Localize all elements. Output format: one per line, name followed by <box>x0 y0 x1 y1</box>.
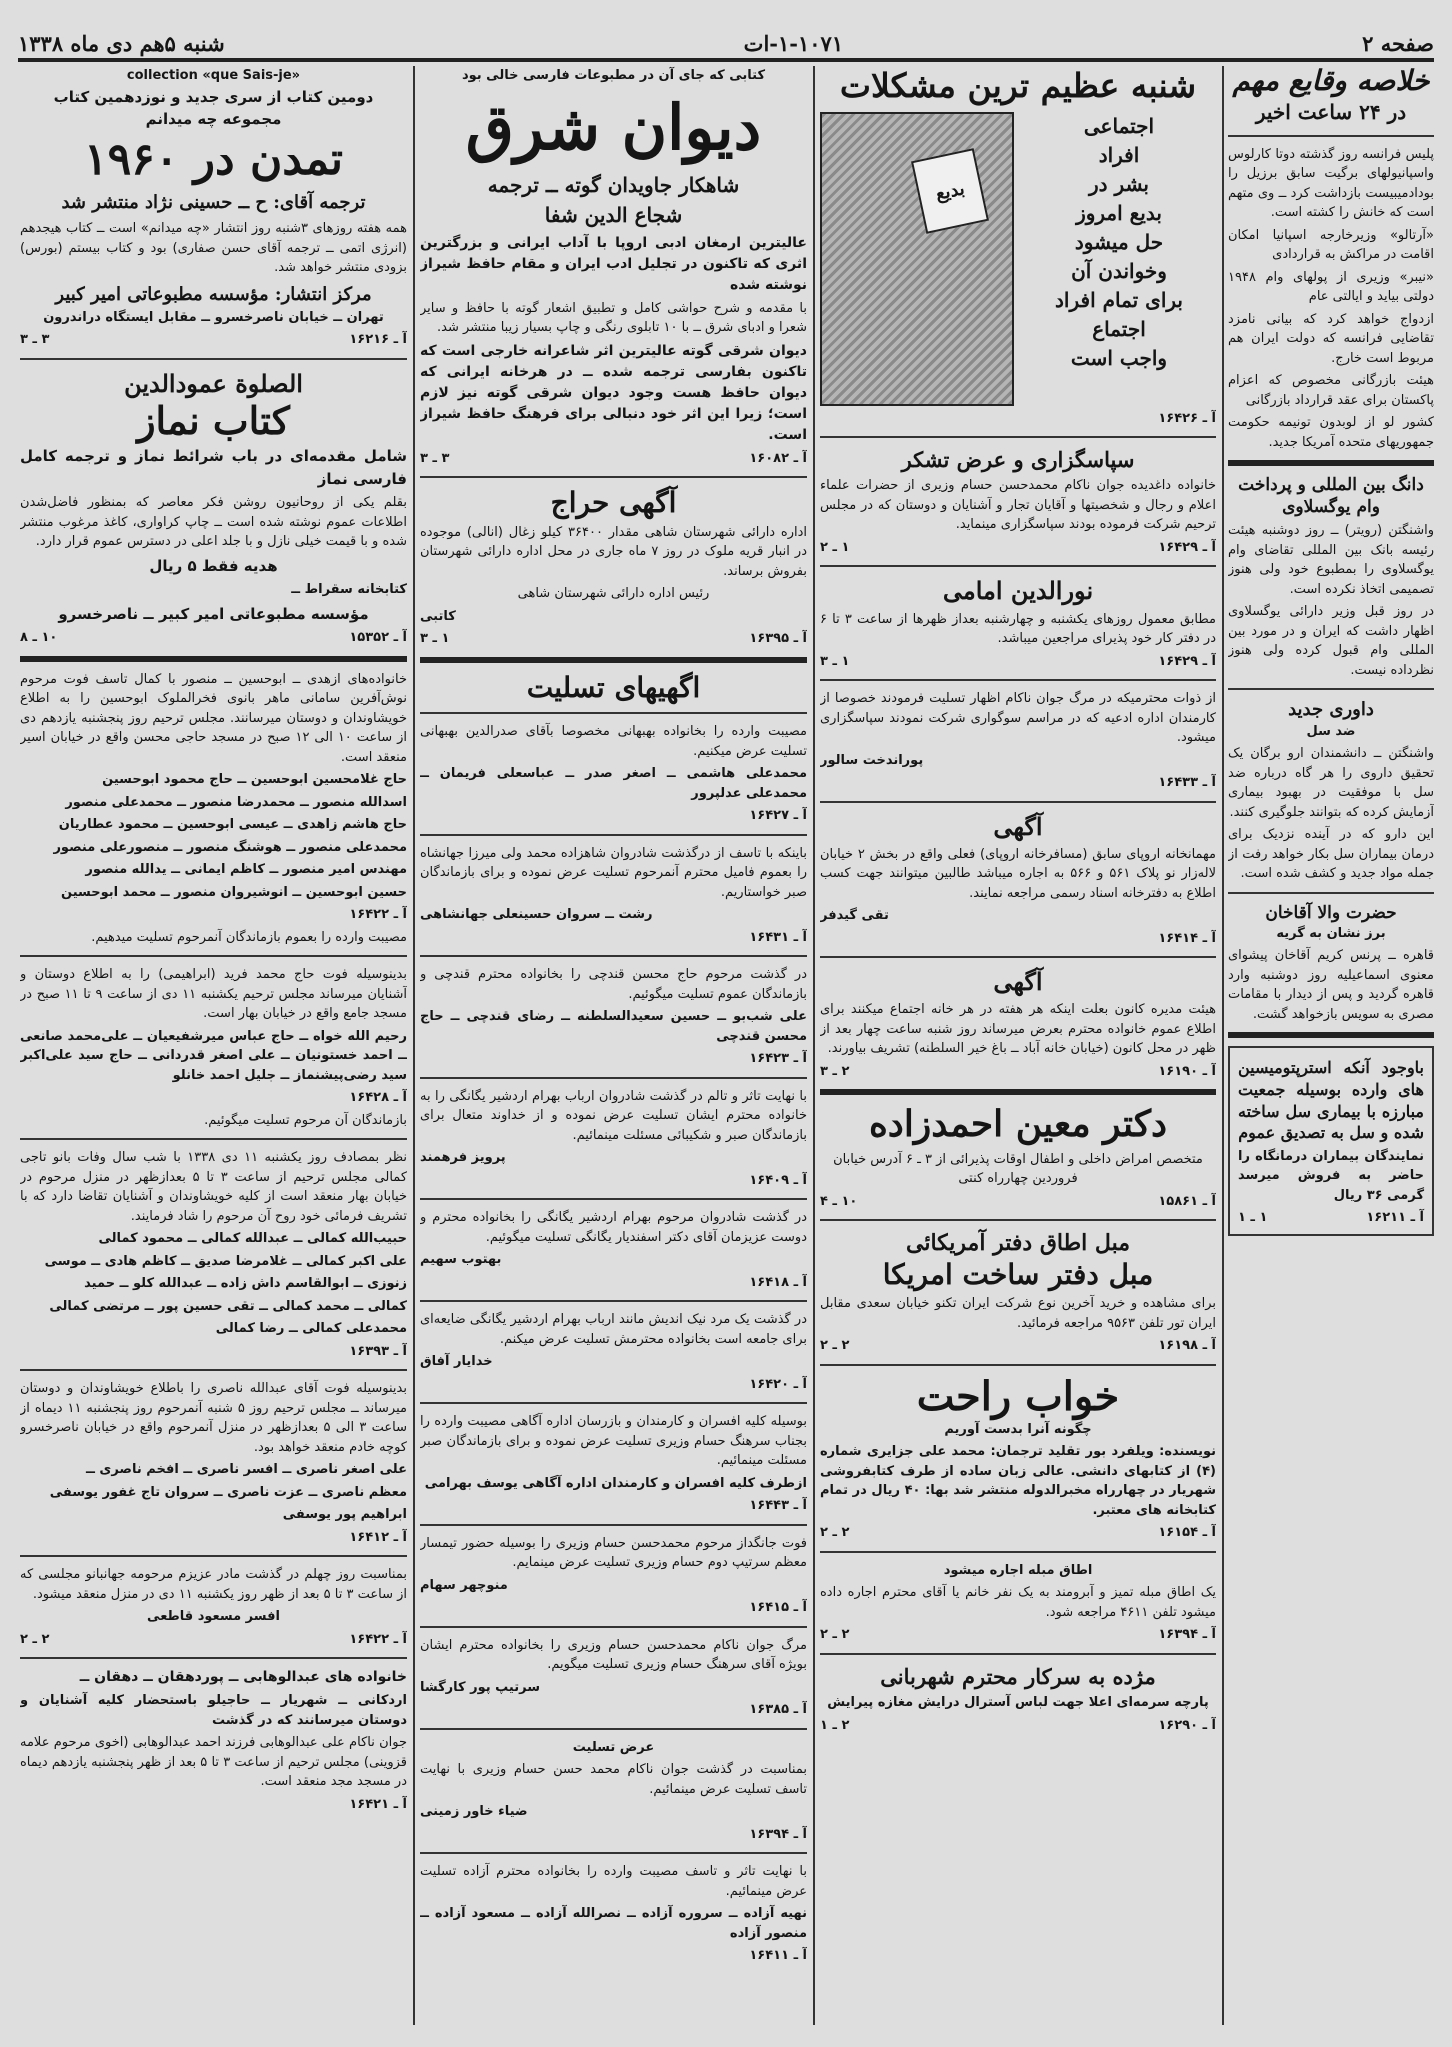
cond-body: با نهایت تاثر و تالم در گذشت شادروان ارباب بهرام اردشیر یگانگی را به خانواده محترم ایشان تسلیت عرض نموده و از خداوند متعال برای بازماندگان صبر و شکیبائی مسئلت مینمائیم. <box>420 1088 807 1143</box>
book-topline: کتابی که جای آن در مطبوعات فارسی خالی بود <box>461 68 766 83</box>
book-desc: دیوان شرقی گوته عالیترین اثر شاعرانه خارجی است که تاکنون بفارسی ترجمه شده ــ در هرخانه ایرانی که دیوان حافظ هست وجود دیوان شرقی گوته نیز لازم است؛ زیرا این اثر خود دنبالی برای فرهنگ حافظ شیراز است. <box>420 342 807 443</box>
ad-ref: آ ـ ۱۶۴۱۲ <box>349 1529 407 1545</box>
sleep-title: خواب راحت <box>916 1372 1120 1420</box>
ad-ref: آ ـ ۱۶۳۹۴ <box>749 1826 807 1842</box>
prayer-seller-label: کتابخانه سقراط ــ <box>291 582 407 598</box>
salur-sig: پوراندخت سالور <box>820 752 924 768</box>
ad-ref: آ ـ ۱۶۳۹۵ <box>749 631 807 647</box>
notice-body: خانواده‌های ازهدی ــ ابوحسین ــ منصور با کمال تاسف فوت مرحوم نوش‌آفرین سامانی ماهر بانوی فخرالملوک ابوحسین را به اطلاع خویشاوندان و دوستان میرسانند. مجلس ترحیم روز پنجشنبه یازدهم دی از ساعت ۱۰ الی ۱۲ صبح در مسجد حاجی محسن واقع در خیابان اسیر منعقد است. <box>20 671 407 765</box>
notice-body: جوان ناکام علی عبدالوهابی فرزند احمد عبدالوهابی (اخوی مرحوم علامه قزوینی) مجلس ترحیم از ساعت ۳ تا ۵ بعد از ظهر پنجشنبه یازدهم دیماه در مسجد مجد منعقد است. <box>20 1735 407 1790</box>
cond-body: مصیبت وارده را بخانواده بهبهانی مخصوصا بآقای صدرالدین بهبهانی تسلیت عرض میکنیم. <box>420 724 807 759</box>
header-date: شنبه ۵هم دی ماه ۱۳۳۸ <box>18 30 225 56</box>
auction-body: اداره دارائی شهرستان شاهی مقدار ۳۶۴۰۰ کیلو زغال (انالی) موجوده در انبار قریه ملوک در روز ۷ ماه جاری در محل اداره دارائی شهرستان بفروش برساند. <box>420 524 807 579</box>
cond-sig: پرویز فرهمند <box>420 1150 506 1166</box>
agahi-sig: تقی گیدفر <box>820 908 889 924</box>
rent-body: یک اطاق مبله تمیز و آبرومند به یک نفر خانم یا آقای محترم اجاره داده میشود تلفن ۴۶۱۱ مراجعه شود. <box>820 1585 1216 1620</box>
book-author: شاهکار جاویدان گوته ــ ترجمه <box>487 172 740 197</box>
notice-name: محمدعلی منصور ــ هوشنگ منصور ــ منصورعلی منصور <box>53 839 407 855</box>
notice-name: محمدعلی کمالی ــ رضا کمالی <box>215 1321 407 1337</box>
section-subtitle: برز نشان به گریه <box>1276 925 1386 941</box>
book-cover-label: بدیع <box>911 148 989 234</box>
news-item: «آرتالو» وزیرخارجه اسپانیا امکان اقامت در مراکش به قراردادی <box>1228 227 1434 263</box>
ad-ref-num: ۱۰ ـ ۴ <box>820 1193 858 1209</box>
ad-ref: آ ـ ۱۶۴۲۹ <box>1158 653 1216 669</box>
summary-title: خلاصه وقایع مهم <box>1232 66 1430 97</box>
header-code: ۱-۱۰۷۱-ات <box>743 30 844 56</box>
cond-body: در گذشت شادروان مرحوم بهرام اردشیر یگانگی را بخانواده محترم و دوست عزیزمان آقای دکتر اسفندیار یگانگی تسلیت میگوئیم. <box>420 1210 807 1245</box>
headline-line: بدیع امروز <box>1076 200 1162 225</box>
section-body: قاهره ــ پرنس کریم آقاخان پیشوای معنوی اسماعیلیه روز دوشنبه وارد قاهره گردید و پس از دیدار با مقامات مصری به سویس بازخواهد گشت. <box>1228 948 1434 1022</box>
notice-name: علی اکبر کمالی ــ غلامرضا صدیق ــ کاظم هادی ــ موسی <box>44 1253 407 1269</box>
headline-line: اجتماعی <box>1083 113 1155 138</box>
notice-name: اسدالله منصور ــ محمدرضا منصور ــ محمدعلی منصور <box>65 794 407 810</box>
headline-line: واجب است <box>1070 345 1168 370</box>
ad-ref: آ ـ ۱۶۴۱۵ <box>749 1600 807 1616</box>
salur-body: از ذوات محترمیکه در مرگ جوان ناکام اظهار تسلیت فرمودند خصوصا از کارمندان اداره ادعیه که در مراسم سوگواری شرکت نمودند سپاسگزاری میشود. <box>820 691 1216 746</box>
book-intro: دومین کتاب از سری جدید و نوزدهمین کتاب <box>53 87 374 106</box>
ad-ref-num: ۳ ـ ۳ <box>20 332 50 348</box>
ad-ref-num: ۲ ـ ۲ <box>820 1525 850 1541</box>
ad-ref: آ ـ ۱۶۳۸۵ <box>749 1702 807 1718</box>
furniture-body: برای مشاهده و خرید آخرین نوع شرکت ایران تکنو خیابان سعدی مقابل ایران تور تلفن ۹۵۶۳ مراجعه فرمائید. <box>820 1296 1216 1331</box>
cond-body: بوسیله کلیه افسران و کارمندان و بازرسان اداره آگاهی مصیبت وارده را بجناب سرهنگ حسام وزیری تسلیت عرض نموده و برای بازماندگان صبر مسئلت مینمائیم. <box>420 1414 807 1469</box>
ad-streptomycin <box>1228 1046 1434 1235</box>
auction-title: آگهی حراج <box>550 486 677 520</box>
prayer-seller: مؤسسه مطبوعاتی امیر کبیر ــ ناصرخسرو <box>58 604 369 623</box>
ad-ref: آ ـ ۱۶۴۲۰ <box>749 1376 807 1392</box>
section-subtitle: ضد سل <box>1306 723 1356 739</box>
notice-body: بدینوسیله فوت آقای عبدالله ناصری را باطلاع خویشاوندان و دوستان میرساند ــ مجلس ترحیم روز ۵ شنبه آنمرحوم روز پنجشنبه ۱۱ دیماه از ساعت ۳ الی ۵ بعدازظهر در منزل آنمرحوم واقع در خیابان ناصرخسرو کوچه خادم منعقد خواهد بود. <box>20 1381 407 1455</box>
section-title: حضرت والا آقاخان <box>1265 902 1397 923</box>
section-title: دانگ بین المللی و پرداخت وام یوگسلاوی <box>1238 475 1424 518</box>
ad-ref-num: ۲ ـ ۲ <box>20 1631 50 1647</box>
collection-name: collection «que Sais-je» <box>126 68 301 83</box>
summary-subtitle: در ۲۴ ساعت اخیر <box>1255 99 1407 124</box>
headline-line: وخواندن آن <box>1071 258 1167 283</box>
cond-names: محمدعلی هاشمی ــ اصغر صدر ــ عباسعلی فریمان ــ محمدعلی عدلپرور <box>420 766 807 801</box>
agahi-body: هیئت مدیره کانون بعلت اینکه هر هفته در هر خانه اجتماع میکنند برای اطلاع عموم خانواده محترم بعرض میرساند روز شنبه ساعت چهار بعد از ظهر در محل کانون (خیابان خانه آباد ــ باغ خیر السلطنه) تشریف بیاورند. <box>820 1002 1216 1057</box>
ad-ref-code: آ ـ ۱۶۲۱۱ <box>1366 1210 1424 1226</box>
good-news-title: مژده به سرکار محترم شهربانی <box>880 1663 1156 1689</box>
ad-title: باوجود آنکه استرپتومیسین های وارده بوسیله جمعیت مبارزه با بیماری سل ساخته شده و سل به تصدیق عموم <box>1238 1058 1424 1143</box>
ad-ref-num: ۱۰ ـ ۸ <box>20 630 58 646</box>
book-title: تمدن در ۱۹۶۰ <box>83 133 344 185</box>
notice-name: زنوزی ــ ابوالقاسم داش زاده ــ عبدالله کلو ــ حمید <box>84 1276 407 1292</box>
cond-body: بمناسبت در گذشت جوان ناکام محمد حسن حسام وزیری با نهایت تاسف تسلیت عرض مینمائیم. <box>420 1762 807 1797</box>
cond-names: نهیه آزاده ــ سروره آزاده ــ نصرالله آزاده ــ مسعود آزاده ــ منصور آزاده <box>420 1906 807 1941</box>
ad-ref: آ ـ ۱۶۲۱۶ <box>349 332 407 348</box>
cond-title: عرض تسلیت <box>572 1739 655 1755</box>
book-translator: ترجمه آقای: ح ــ حسینی نژاد منتشر شد <box>61 192 366 214</box>
page-number: صفحه ۲ <box>1362 30 1434 56</box>
book-cover-image <box>820 112 1014 406</box>
news-item: کشور لو از لوبدون تونیمه حکومت جمهوریهای متحده آمریکا جدید. <box>1228 415 1434 450</box>
ad-ref-num: ۳ ـ ۳ <box>420 450 450 466</box>
notice-title: خانواده های عبدالوهابی ــ پوردهقان ــ دهقان ــ <box>79 1669 407 1686</box>
ad-ref-num: ۱ ـ ۲ <box>820 539 850 555</box>
headline-line: بشر در <box>1089 171 1149 196</box>
notice-name: حاج غلامحسین ابوحسین ــ حاج محمود ابوحسین <box>102 772 407 788</box>
sleep-subtitle: چگونه آنرا بدست آوریم <box>944 1421 1092 1437</box>
section-body: واشنگتن (رویتر) ــ روز دوشنبه هیئت رئیسه بانک بین المللی تقاضای وام یوگسلاوی را بمطبوع خود ولی هنوز تصمیمی اتخاذ نکرده است. <box>1228 523 1434 597</box>
cond-sig: بهتوب سهیم <box>420 1252 502 1268</box>
ad-ref: آ ـ ۱۶۴۲۲ <box>349 1631 407 1647</box>
news-item: ازدواج خواهد کرد که بیانی نامزد تقاضایی فرانسه که دولت ایران هم مربوط است خارج. <box>1228 311 1434 366</box>
notice-body: بدینوسیله فوت حاج محمد فرید (ابراهیمی) را به اطلاع دوستان و آشنایان میرساند مجلس ترحیم یکشنبه ۱۱ دی از ساعت ۹ تا ۱۱ صبح در مسجد جامع واقع در خیابان بهار است. <box>20 967 407 1022</box>
book-title: دیوان شرق <box>465 90 762 164</box>
notice-names: اردکانی ــ شهریار ــ حاجیلو باستحضار کلیه آشنایان و دوستان میرسانند که در گذشت <box>20 1693 407 1728</box>
ad-ref-num: ۱ ـ ۳ <box>820 653 850 669</box>
book-translator: شجاع الدین شفا <box>544 202 683 227</box>
ad-ref: آ ـ ۱۶۳۹۳ <box>349 1343 407 1359</box>
book-desc: همه هفته روزهای ۳شنبه روز انتشار «چه میدانم» است ــ کتاب هیجدهم (انرژی اتمی ــ ترجمه آقای حسن صفاری) بود و کتاب بیستم (بورس) بزودی منتشر خواهد شد. <box>20 221 407 276</box>
column-divider <box>1222 66 1224 2025</box>
ad-ref: آ ـ ۱۶۴۲۱ <box>349 1796 407 1812</box>
good-news-body: پارچه سرمه‌ای اعلا جهت لباس آسترال درایش مغازه پیرایش <box>827 1695 1209 1711</box>
notice-name: معظم ناصری ــ عزت ناصری ــ سروان تاج غفور یوسفی <box>49 1484 407 1500</box>
headline-line: حل میشود <box>1074 229 1164 254</box>
ad-ref: آ ـ ۱۶۴۲۲ <box>349 907 407 923</box>
agahi-title: آگهی <box>993 967 1043 997</box>
prayer-price: هدیه فقط ۵ ریال <box>149 556 278 575</box>
headline-lines <box>1022 112 1216 406</box>
book-intro: مجموعه چه میدانم <box>145 110 282 128</box>
page-header <box>18 28 1434 62</box>
notice-footer: بازماندگان آن مرحوم تسلیت میگوئیم. <box>204 1112 407 1128</box>
column-ads-2 <box>420 66 807 2025</box>
cond-sig: ازطرف کلیه افسران و کارمندان اداره آگاهی یوسف بهرامی <box>424 1475 807 1491</box>
ad-ref: آ ـ ۱۶۴۳۱ <box>749 929 807 945</box>
thanks-title: سپاسگزاری و عرض تشکر <box>901 447 1135 473</box>
ad-ref: آ ـ ۱۶۴۴۳ <box>749 1498 807 1514</box>
ad-ref: آ ـ ۱۶۴۲۹ <box>1158 539 1216 555</box>
notice-name: حسین ابوحسین ــ انوشیروان منصور ــ محمد ابوحسین <box>61 884 407 900</box>
ad-ref: آ ـ ۱۶۴۲۶ <box>1158 410 1216 426</box>
section-title: داوری جدید <box>1288 699 1374 721</box>
headline: شنبه عظیم ترین مشکلات <box>839 66 1197 105</box>
ad-ref: آ ـ ۱۶۴۲۸ <box>349 1090 407 1106</box>
cond-body: با نهایت تاثر و تاسف مصیبت وارده را بخانواده محترم آزاده تسلیت عرض مینمائیم. <box>420 1864 807 1899</box>
cond-body: فوت جانگداز مرحوم محمدحسن حسام وزیری را بوسیله حضور تیمسار معظم سرتیپ دوم حسام وزیری تسلیت عرض مینمایم. <box>420 1535 807 1571</box>
thanks-body: خانواده داغدیده جوان ناکام محمدحسن حسام وزیری از حضرات علماء اعلام و رجال و شخصیتها و آقایان تجار و آشنایان و دوستان که در مجلس ترحیم شرکت فرموده بودند سپاسگزاری مینماید. <box>820 478 1216 533</box>
cond-body: مرگ جوان ناکام محمدحسن حسام وزیری را بخانواده محترم ایشان بویژه آقای سرهنگ حسام وزیری تسلیت میگویم. <box>420 1637 807 1673</box>
notice-name: حبیب‌الله کمالی ــ عبدالله کمالی ــ محمود کمالی <box>98 1231 407 1247</box>
section-body: این دارو که در آینده نزدیک برای درمان بیماران سل بکار خواهد رفت از جمله مواد جدید و کشف شده است. <box>1228 827 1434 882</box>
auction-sig-label: رئیس اداره دارائی شهرستان شاهی <box>517 586 710 602</box>
ad-ref: آ ـ ۱۵۳۵۲ <box>349 630 407 646</box>
ad-ref-num: ۱ ـ ۱ <box>1238 1210 1268 1226</box>
agahi-body: مهمانخانه اروپای سابق (مسافرخانه اروپای) فعلی واقع در بخش ۲ خیابان لاله‌زار نو پلاک ۵۶۱ و ۵۶۶ به اجاره میباشد طالبین میتوانند جهت کسب اطلاع به دفترخانه اسناد رسمی مراجعه نمایند. <box>820 846 1216 901</box>
ad-ref: آ ـ ۱۶۴۱۴ <box>1158 930 1216 946</box>
cond-sig: خدایار آفاق <box>420 1354 493 1370</box>
book-desc: با مقدمه و شرح حواشی کامل و تطبیق اشعار گوته با حافظ و سایر شعرا و ادبای شرق ــ با ۱۰ تابلوی رنگی و چاپ بسیار زیبا منتشر شد. <box>420 300 807 336</box>
ad-body: نمایندگان بیماران درمانگاه را حاضر به فروش میرسد گرمی ۳۶ ریال <box>1238 1148 1424 1203</box>
news-item: هیئت بازرگانی مخصوص که اعزام پاکستان برای عقد قرارداد بازرگانی <box>1228 373 1434 408</box>
doctor-name: دکتر معین احمدزاده <box>868 1103 1168 1146</box>
sleep-body: نویسنده: ویلفرد بور تقلید ترجمان: محمد علی جزایری شماره (۴) از کتابهای دانشی. عالی زبان ساده از طرف کتابفروشی شهریار در چهارراه مخبرالدوله منتشر شد بها: ۴۰ ریال در تمام کتابخانه های معتبر. <box>820 1444 1216 1518</box>
cond-body: باینکه با تاسف از درگذشت شادروان شاهزاده محمد ولی میرزا جهانشاه را بعموم فامیل محترم آنمرحوم تسلیت عرض نموده و برای بازماندگان صبر خواستاریم. <box>420 845 807 900</box>
notice-body: نظر بمصادف روز یکشنبه ۱۱ دی ۱۳۳۸ با شب سال وفات بانو تاجی کمالی مجلس ترحیم از ساعت ۳ تا ۵ بعدازظهر در منزل مرحوم در خیابان بهار منعقد است از کلیه خویشاوندان و آشنایان تقاضا دارد که با تشریف فرمائی خود روح آن مرحوم را شاد فرمایند. <box>20 1150 407 1224</box>
notice-names: رحیم الله خواه ــ حاج عباس میرشفیعیان ــ علی‌محمد‌ صانعی ــ احمد‌ خستونیان ــ علی اصغر قدردانی ــ حاج سید علی‌اکبر سید رضی‌پیشنماز ــ جلیل احمد خانلو <box>20 1028 407 1083</box>
notice-name: کمالی ــ محمد کمالی ــ تقی حسین پور ــ مرتضی کمالی <box>49 1298 407 1314</box>
ad-ref: آ ـ ۱۶۱۹۰ <box>1158 1063 1216 1079</box>
prayer-body: بقلم یکی از روحانیون روشن فکر معاصر که بمنظور فاضل‌شدن اطلاعات عموم نوشته شده است ــ چاپ کراواری، کاغذ مرغوب منتشر شده و با قیمت خیلی نازل و با جلد اعلی در دسترس عموم قرار دارد. <box>20 495 407 550</box>
column-ads-1 <box>820 66 1216 2025</box>
ad-ref: آ ـ ۱۶۲۹۰ <box>1158 1717 1216 1733</box>
ad-ref: آ ـ ۱۶۳۹۴ <box>1158 1627 1216 1643</box>
cond-sig: ضیاء خاور زمینی <box>420 1804 528 1820</box>
ad-ref-num: ۲ ـ ۲ <box>820 1627 850 1643</box>
cond-body: در گذشت مرحوم حاج محسن قندچی را بخانواده محترم قندچی و بازماندگان عموم تسلیت میگوئیم. <box>420 967 807 1002</box>
section-body: واشنگتن ــ دانشمندان ارو برگان یک تحقیق داروی را هر گاه درباره ضد سل با موفقیت در بهبود بیماری آزمایش کرده که بتوانند جلوگیری کنند. <box>1228 746 1434 820</box>
notice-name: حاج هاشم زاهدی ــ عیسی ابوحسین ــ محمود عطاریان <box>58 817 407 833</box>
ad-ref: آ ـ ۱۶۴۲۷ <box>749 808 807 824</box>
notice-name: علی اصغر ناصری ــ افسر ناصری ــ افخم ناصری ــ <box>86 1462 407 1478</box>
ad-ref: آ ـ ۱۶۱۵۴ <box>1158 1525 1216 1541</box>
ad-ref: آ ـ ۱۶۱۹۸ <box>1158 1338 1216 1354</box>
agahi-title: آگهی <box>993 811 1043 841</box>
nour-body: مطابق معمول روزهای یکشنبه و چهارشنبه بعداز ظهرها از ساعت ۳ تا ۶ در دفتر کار خود پذیرای مراجعین میباشد. <box>820 611 1216 647</box>
cond-sig: علی شب‌بو ــ حسین سعیدالسلطنه ــ رضای قندچی ــ حاج محسن قندچی <box>420 1009 807 1044</box>
furniture-title: مبل اطاق دفتر آمریکائی <box>905 1230 1131 1257</box>
ad-ref: آ ـ ۱۶۴۳۳ <box>1158 775 1216 791</box>
ad-ref: آ ـ ۱۶۴۱۸ <box>749 1274 807 1290</box>
cond-sig: منوچهر سهام <box>420 1577 508 1593</box>
prayer-title: کتاب نماز <box>137 397 290 443</box>
section-body: در روز قبل وزیر دارائی یوگسلاوی اظهار داشت که ایران و در مورد بین المللی وام قبول کرده ولی هنوز نظرداده نیست. <box>1228 604 1434 678</box>
ad-ref: آ ـ ۱۶۴۲۳ <box>749 1051 807 1067</box>
column-news-summary <box>1228 66 1434 2025</box>
notice-footer: مصیبت وارده را بعموم بازماندگان آنمرحوم تسلیت میدهیم. <box>91 929 407 945</box>
headline-line: اجتماع <box>1092 316 1146 341</box>
notice-sig: افسر مسعود قاطعی <box>147 1609 280 1625</box>
book-desc: عالیترین ارمغان ادبی اروپا با آداب ایرانی و بزرگترین اثری که تاکنون در تجلیل ادب ایران و مقام حافظ شیراز نوشته شده <box>420 234 807 293</box>
headline-line: برای تمام افراد <box>1055 287 1183 312</box>
news-item: «نیبر» وزیری از پولهای وام ۱۹۴۸ دولتی بیاید و ایالتی عام <box>1228 269 1434 305</box>
prayer-sub: شامل مقدمه‌ای در باب شرائط نماز و ترجمه کامل فارسی نماز <box>20 447 407 488</box>
news-item: پلیس فرانسه روز گذشته دوتا کارلوس واسپانیولهای برگیت سابق برزیل را بودادمیبیست بازداشت کرد ــ وی متهم است که خانش را کشته است. <box>1228 146 1434 221</box>
ad-ref: آ ـ ۱۶۴۱۱ <box>749 1948 807 1964</box>
nour-title: نورالدین امامی <box>942 576 1094 606</box>
auction-sig-name: کاتبی <box>420 608 456 624</box>
doctor-body: متخصص امراض داخلی و اطفال اوقات پذیرائی از ۳ ـ ۶ آدرس خیابان فروردین چهارراه کنتی <box>833 1151 1203 1187</box>
ad-ref-num: ۲ ـ ۲ <box>820 1338 850 1354</box>
notice-name: ابراهیم پور یوسفی <box>282 1507 407 1523</box>
ad-ref: آ ـ ۱۶۴۰۹ <box>749 1172 807 1188</box>
cond-sig: رشت ــ سروان حسینعلی جهانشاهی <box>420 907 653 923</box>
ad-ref-num: ۱ ـ ۳ <box>420 631 450 647</box>
ad-ref: آ ـ ۱۵۸۶۱ <box>1158 1193 1216 1209</box>
notice-body: بمناسبت روز چهلم در گذشت مادر عزیزم مرحومه جهانبانو مجلسی که از ساعت ۳ تا ۵ بعد از ظهر روز یکشنبه ۱۱ دی در منزل منعقد میشود. <box>20 1567 407 1602</box>
headline-line: افراد <box>1098 142 1140 167</box>
publisher: مرکز انتشار: مؤسسه مطبوعاتی امیر کبیر <box>55 283 372 305</box>
ad-ref-num: ۲ ـ ۳ <box>820 1063 850 1079</box>
cond-sig: سرتیپ پور کارگشا <box>420 1679 540 1695</box>
cond-body: در گذشت یک مرد نیک اندیش مانند ارباب بهرام اردشیر یگانگی ضایعه‌ای برای جامعه است بخانواده محترمش تسلیت عرض میکنم. <box>420 1312 807 1347</box>
condolence-title: اگهیهای تسلیت <box>526 670 701 704</box>
rent-title: اطاق مبله اجاره میشود <box>943 1562 1093 1578</box>
column-ads-3 <box>20 66 407 2025</box>
prayer-header: الصلوة عمودالدین <box>124 368 303 398</box>
ad-ref: آ ـ ۱۶۰۸۲ <box>749 450 807 466</box>
column-divider <box>813 66 815 2025</box>
notice-name: مهندس امیر منصور ــ کاظم ایمانی ــ یدالله منصور <box>85 862 407 878</box>
furniture-title: مبل دفتر ساخت امریکا <box>882 1257 1154 1291</box>
column-divider <box>413 66 415 2025</box>
publisher-address: تهران ــ خیابان ناصرخسرو ــ مقابل ایستگاه دراندرون <box>43 309 384 325</box>
ad-ref-num: ۲ ـ ۱ <box>820 1717 850 1733</box>
